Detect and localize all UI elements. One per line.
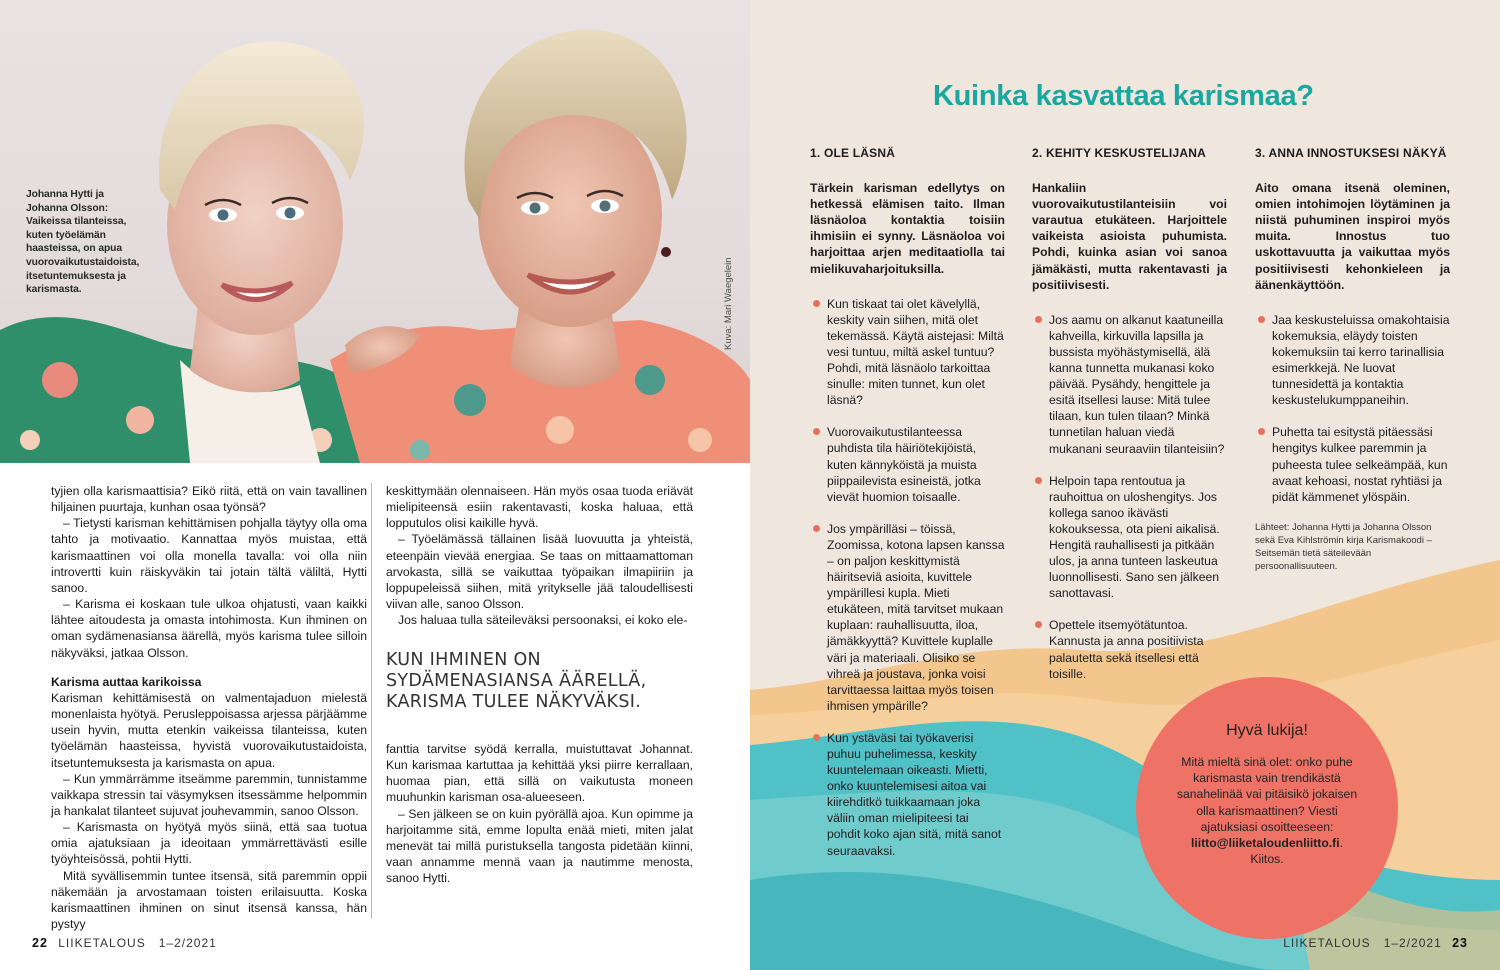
reader-feedback-circle: [1136, 677, 1398, 939]
column-heading: 1. OLE LÄSNÄ: [810, 146, 896, 160]
photo-caption: Johanna Hytti ja Johanna Olsson: Vaikeissa tilanteissa, kuten työelämän haasteissa, on apua vuorovaikutustaidoista, itsetuntemuksesta ja karismasta.: [26, 189, 140, 296]
article-column-1: [51, 483, 367, 932]
article-column-2-continued: [386, 741, 693, 886]
paragraph: Mitä syvällisemmin tuntee itsensä, sitä paremmin oppii näkemään ja arvostamaan toisten erilaisuutta. Koska karismaattinen ihminen on sinut itsensä kanssa, hän pystyy: [51, 868, 367, 932]
paragraph: tyjien olla karismaattisia? Eikö riitä, että on vain tavallinen hiljainen puurtaja, kunhan osaa työnsä?: [51, 484, 367, 515]
list-item: Jos ympärilläsi – töissä, Zoomissa, kotona lapsen kanssa – on paljon keskittymistä häiritseviä asioita, kuvittele ympärillesi kupla. Mieti etukäteen, mitä tarvitset mukaan kuplaan: rauhallisuutta, iloa, jämäkkyyttä? Kuvittele kuplalle väri ja materiaali. Olisiko se vihreä ja joustava, jonka voisi tarvittaessa laittaa myös toisen ihmisen ympärille?: [810, 521, 1005, 714]
bullet-list: [1255, 312, 1450, 505]
column-heading: 3. ANNA INNOSTUKSESI NÄKYÄ: [1255, 146, 1447, 160]
magazine-name: LIIKETALOUS: [58, 936, 146, 950]
tips-column-2: [1032, 145, 1227, 698]
photo: [0, 0, 750, 463]
column-divider: [371, 483, 372, 919]
list-item: Kun tiskaat tai olet kävelyllä, keskity vain siihen, mitä olet tekemässä. Käytä aistejasi: Miltä vesi tuntuu, miltä askel tuntuu? Pohdi, mitä läsnäolo tarkoittaa sinulle: miten tunnet, kun olet läsnä?: [810, 296, 1005, 409]
photo-credit: Kuva: Mari Waegelein: [723, 257, 734, 350]
list-item: Helpoin tapa rentoutua ja rauhoittua on uloshengitys. Jos kollega sanoo ikävästi kokouksessa, ota pieni aikalisä. Hengitä rauhallisesti ja pitkään ulos, ja anna tunteen laskeutua luonnollisesti. Sano sen jälkeen sanottavasi.: [1032, 473, 1227, 602]
page-footer-left: [32, 936, 217, 950]
list-item: Opettele itsemyötätuntoa. Kannusta ja anna positiivista palautetta sekä itsellesi että toisille.: [1032, 617, 1227, 681]
column-lead: Aito omana itsenä oleminen, omien intohimojen löytäminen ja niistä puhuminen inspiroi myös muita. Innostus tuo uskottavuutta ja vaikuttaa myös positiivisesti kehonkieleen ja äänenkäyttöön.: [1255, 181, 1450, 292]
list-item: Vuorovaikutustilanteessa puhdista tila häiriötekijöistä, kuten kännyköistä ja muista piippailevista esineistä, jotka vievät huomion toisaalle.: [810, 424, 1005, 504]
issue-number: 1–2/2021: [1383, 936, 1442, 950]
column-lead: Hankaliin vuorovaikutustilanteisiin voi varautua etukäteen. Harjoittele vaikeista asioista puhumista. Pohdi, kuinka asian voi sanoa jämäkästi, mutta rakentavasti ja positiivisesti.: [1032, 181, 1227, 292]
pull-quote: KUN IHMINEN ON SYDÄMENASIANSA ÄÄRELLÄ, KARISMA TULEE NÄKYVÄKSI.: [386, 650, 647, 712]
list-item: Puhetta tai esitystä pitäessäsi hengitys kulkee paremmin ja puheesta tulee selkeämpää, kun avaat kehoasi, nostat ryhtiäsi ja pidät kämmenet ylöspäin.: [1255, 424, 1450, 504]
subheading: Karisma auttaa karikoissa: [51, 674, 202, 689]
feedback-body: [1167, 754, 1367, 867]
article-column-2: [386, 483, 693, 628]
column-heading: 2. KEHITY KESKUSTELIJANA: [1032, 146, 1206, 160]
paragraph: keskittymään olennaiseen. Hän myös osaa tuoda eriävät mielipiteensä esiin rakentavasti, koska haluaa, että lopputulos olisi kaikille hyvä.: [386, 484, 693, 531]
feedback-title: Hyvä lukija!: [1226, 722, 1308, 739]
paragraph: – Karismasta on hyötyä myös siinä, että saa tuotua omia ajatuksiaan ja ideoitaan ymmärrettävästi esille työyhteisössä, pohtii Hytti.: [51, 820, 367, 867]
bullet-list: [810, 296, 1005, 859]
list-item: Kun ystäväsi tai työkaverisi puhuu puhelimessa, keskity kuuntelemaan oikeasti. Mietti, onko kuuntelemisesi aitoa vai kiirehditkö tuikkaamaan joka väliin oman mielipiteesi tai pohdit koko ajan sitä, mitä sanot seuraavaksi.: [810, 730, 1005, 859]
tips-column-1: [810, 145, 1005, 875]
paragraph: – Kun ymmärrämme itseämme paremmin, tunnistamme vaikkapa stressin tai väsymyksen itsessämme helpommin ja hankalat tilanteet sujuvat jouhevammin, sanoo Olsson.: [51, 771, 367, 818]
column-lead: Tärkein karisman edellytys on hetkessä elämisen taito. Ilman läsnäoloa kontaktia toisiin ihmisiin ei synny. Läsnäoloa voi harjoittaa arjen meditaatiolla tai mielikuvaharjoituksilla.: [810, 181, 1005, 276]
paragraph: – Karisma ei koskaan tule ulkoa ohjatusti, vaan kaikki lähtee aitoudesta ja omasta intohimosta. Kun ihminen on oman sydämenasiansa äärellä, myös karisma tulee silloin näkyväksi, jatkaa Olsson.: [51, 597, 367, 660]
list-item: Jos aamu on alkanut kaatuneilla kahveilla, kirkuvilla lapsilla ja bussista myöhästymisellä, älä kanna tunnetta mukanasi koko päivää. Pysähdy, hengittele ja esitä itsellesi lause: Mitä tulee tilaan, kun tulen tilaan? Minkä tunnetilan haluan viedä mukanani seuraaviin tilanteisiin?: [1032, 312, 1227, 457]
list-item: Jaa keskusteluissa omakohtaisia kokemuksia, eläydy toisten kokemuksiin tai kerro tarinallisia esimerkkejä. Ne luovat tunnesidettä ja kontaktia keskustelukumppaneihin.: [1255, 312, 1450, 409]
right-page: [750, 0, 1500, 970]
paragraph: fanttia tarvitse syödä kerralla, muistuttavat Johannat. Kun karismaa kartuttaa ja kehittää yksi piirre kerrallaan, huomaa pian, että sillä on vaikutusta moneen muuhunkin karisman osa-alueeseen.: [386, 742, 693, 805]
paragraph: Karisman kehittämisestä on valmentajaduon mielestä monenlaista hyötyä. Perusleppoisassa arjessa pärjäämme usein hyvin, mutta etenkin vaikeissa tilanteissa, kuten työelämän haasteissa, hyvistä vuorovaikutustaidoista, itsetuntemuksesta ja karismasta on apua.: [51, 690, 367, 770]
feedback-email-period: .: [1339, 836, 1344, 851]
feedback-thanks: Kiitos.: [1250, 852, 1284, 867]
sources-note: Lähteet: Johanna Hytti ja Johanna Olsson sekä Eva Kihlströmin kirja Karismakoodi – Seitsemän tietä säteilevään persoonallisuuteen.: [1255, 521, 1432, 572]
paragraph: Jos haluaa tulla säteileväksi persoonaksi, ei koko ele-: [398, 613, 688, 628]
issue-number: 1–2/2021: [158, 936, 217, 950]
feedback-text: Mitä mieltä sinä olet: onko puhe karismasta vain trendikästä sanahelinää vai pitäisikö jokaisen olla karismaattinen? Viesti ajatuksiasi osoitteeseen:: [1176, 755, 1358, 834]
page-footer-right: [1283, 936, 1468, 950]
tips-column-3: [1255, 145, 1450, 573]
feedback-email-link[interactable]: liitto@liiketaloudenliitto.fi: [1190, 836, 1340, 851]
page-title: Kuinka kasvattaa karismaa?: [933, 80, 1314, 112]
page-number: 23: [1452, 936, 1468, 950]
paragraph: – Tietysti karisman kehittämisen pohjalla täytyy olla oma tahto ja motivaatio. Kannattaa myös muistaa, että karismaattinen voi olla monella tavalla: voi olla niin introvertti kuin räiskyväkin tai jotain tältä väliltä, Hytti sanoo.: [51, 516, 367, 595]
photo-credit-wrap: [723, 257, 734, 360]
paragraph: – Työelämässä tällainen lisää luovuutta ja yhteistä, eteenpäin vievää energiaa. Se taas on mittaamattoman arvokasta, sillä se vaikuttaa työpaikan ilmapiiriin ja loppupeleissä siihen, mitä yritykselle jää taloudellisesti viivan alle, sanoo Olsson.: [386, 532, 693, 612]
magazine-name: LIIKETALOUS: [1283, 936, 1371, 950]
bullet-list: [1032, 312, 1227, 682]
page-number: 22: [32, 936, 48, 950]
paragraph: – Sen jälkeen se on kuin pyörällä ajoa. Kun opimme ja harjoitamme sitä, emme lopulta enää mieti, miten jalat menevät tai millä puristuksella tangosta pidetään kiinni, vaan annamme mennä vaan ja nautimme menosta, sanoo Hytti.: [386, 806, 693, 886]
